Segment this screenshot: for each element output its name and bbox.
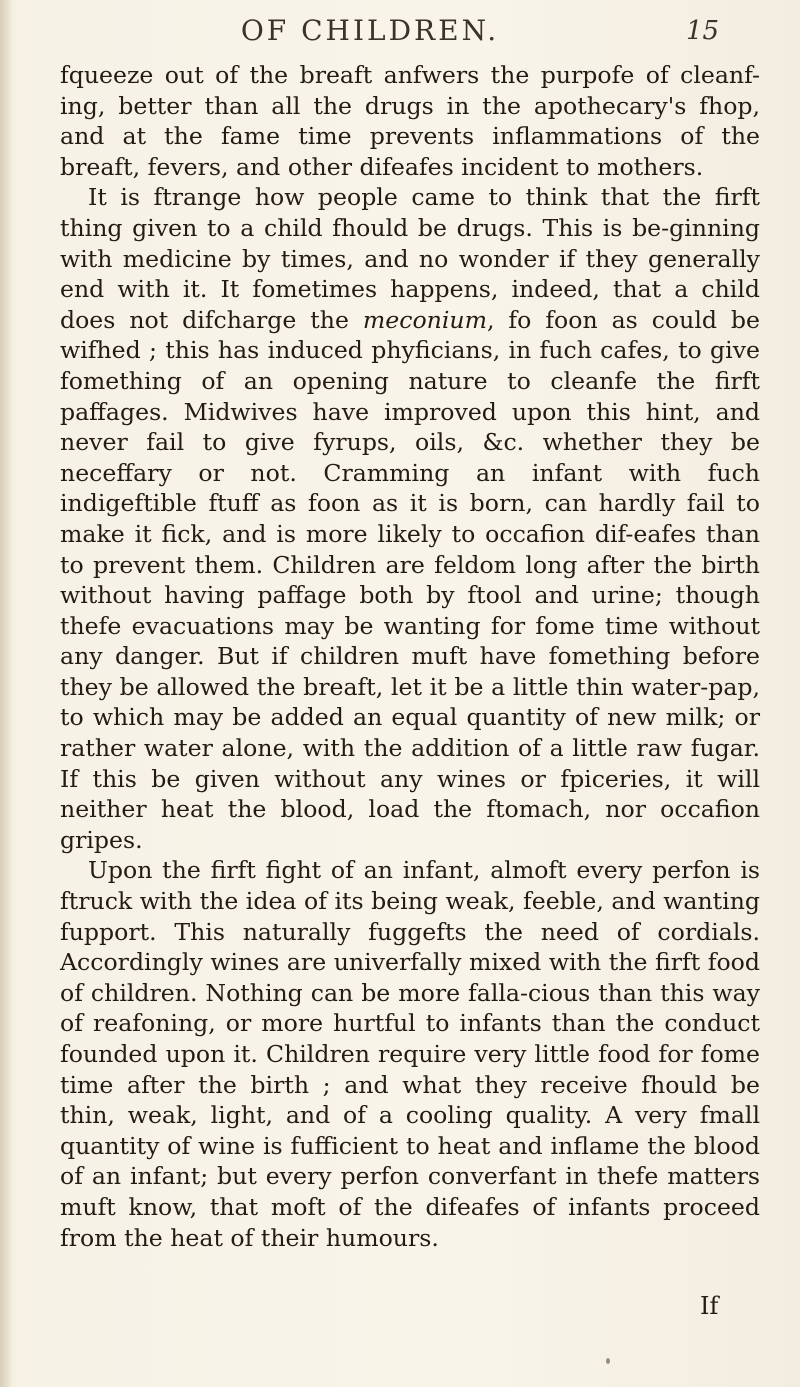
paragraph-1 (60, 60, 760, 182)
page-number: 15 (686, 16, 720, 46)
paragraph-3-text: Upon the firft fight of an infant, almoft every perfon is ftruck with the idea of its being weak, feeble, and wanting fupport. This naturally fuggefts the need of cordials. Accordingly wines are univerfally mixed with the firft food of children. Nothing can be more falla-cious than this way of reafoning, or more hurtful to infants than the conduct founded upon it. Children require very little food for fome time after the birth ; and what they receive fhould be thin, weak, light, and of a cooling quality. A very fmall quantity of wine is fufficient to heat and inflame the blood of an infant; but every perfon converfant in thefe matters muft know, that moft of the difeafes of infants proceed from the heat of their humours. (60, 856, 760, 1252)
body-text (60, 60, 760, 1253)
paragraph-2-text-after: , fo foon as could be wifhed ; this has induced phyficians, in fuch cafes, to give fomething of an opening nature to cleanfe the firft paffages. Midwives have improved upon this hint, and never fail to give fyrups, oils, &c. whether they be neceffary or not. Cramming an infant with fuch indigeftible ftuff as foon as it is born, can hardly fail to make it fick, and is more likely to occafion dif-eafes than to prevent them. Children are feldom long after the birth without having paffage both by ftool and urine; though thefe evacuations may be wanting for fome time without any danger. But if children muft have fomething before they be allowed the breaft, let it be a little thin water-pap, to which may be added an equal quantity of new milk; or rather water alone, with the addition of a little raw fugar. If this be given without any wines or fpiceries, it will neither heat the blood, load the ftomach, nor occafion gripes. (60, 305, 761, 854)
page-header (0, 14, 800, 54)
paragraph-2-italic-term: meconium (362, 305, 487, 334)
ink-speck (606, 1358, 610, 1364)
paragraph-1-text: fqueeze out of the breaft anfwers the purpofe of cleanf-ing, better than all the drugs in the apothecary's fhop, and at the fame time prevents inflammations of the breaft, fevers, and other difeafes incident to mothers. (60, 61, 760, 181)
paragraph-3 (60, 855, 760, 1253)
spine-shadow (0, 0, 12, 1387)
paragraph-2-text-before: It is ftrange how people came to think that the firft thing given to a child fhould be drugs. This is be-ginning with medicine by times, and no wonder if they generally end with it. It fometimes happens, indeed, that a child does not difcharge the (60, 183, 760, 334)
catchword: If (700, 1292, 719, 1320)
running-head: OF CHILDREN. (240, 14, 500, 47)
paragraph-2 (60, 182, 760, 855)
